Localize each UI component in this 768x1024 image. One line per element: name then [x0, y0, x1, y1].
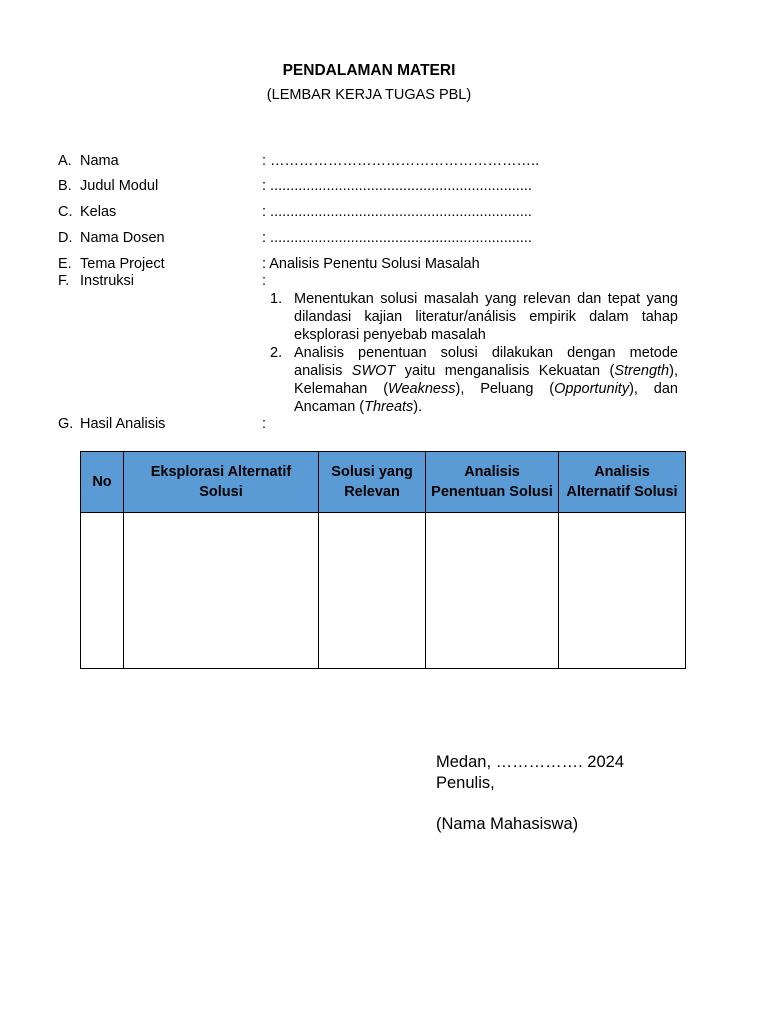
field-value: : ……………………………………………….. [262, 153, 540, 169]
signature-name: (Nama Mahasiswa) [436, 815, 579, 833]
instruction-number: 2. [270, 345, 283, 361]
field-label: Nama [80, 153, 119, 169]
table-row [81, 513, 686, 669]
document-title: PENDALAMAN MATERI [282, 62, 456, 79]
instruction-number: 1. [270, 291, 283, 307]
field-label: Tema Project [80, 256, 165, 272]
field-label: Instruksi [80, 273, 134, 289]
column-header-no: No [81, 452, 124, 513]
table-cell[interactable] [559, 513, 686, 669]
instruction-item [270, 290, 678, 344]
instruction-text: ), Peluang ( [455, 381, 555, 397]
field-value: : ................................................................. [262, 178, 532, 194]
field-nama [58, 153, 539, 169]
field-value: : Analisis Penentu Solusi Masalah [262, 256, 480, 272]
instruction-item [270, 344, 678, 416]
field-label: Judul Modul [80, 178, 159, 194]
signature-place-date: Medan, ……………. 2024 [436, 753, 624, 771]
instruction-text: Menentukan solusi masalah yang relevan dan tepat yang dilandasi kajian literatur/análisis empirik dalam tahap eksplorasi penyebab masalah [294, 291, 678, 343]
instruction-text: yaitu menganalisis Kekuatan ( [395, 363, 615, 379]
field-value: : [262, 416, 267, 432]
column-header-eksplorasi: Eksplorasi Alternatif Solusi [124, 452, 319, 513]
field-letter: D. [58, 230, 73, 246]
instruction-italic: Opportunity [554, 381, 630, 397]
column-header-analisis-penentuan: Analisis Penentuan Solusi [426, 452, 559, 513]
field-letter: B. [58, 178, 72, 194]
field-letter: C. [58, 204, 73, 220]
field-letter: F. [58, 273, 70, 289]
instruction-text: Analisis penentuan solusi dilakukan dengan metode analisis [294, 345, 678, 379]
instruction-italic: SWOT [351, 363, 396, 379]
column-header-solusi-relevan: Solusi yang Relevan [319, 452, 426, 513]
field-label: Nama Dosen [80, 230, 165, 246]
field-letter: G. [58, 416, 74, 432]
column-header-analisis-alternatif: Analisis Alternatif Solusi [559, 452, 686, 513]
table-cell[interactable] [124, 513, 319, 669]
field-letter: A. [58, 153, 72, 169]
field-kelas [58, 204, 532, 220]
field-value: : ................................................................. [262, 204, 532, 220]
table-cell[interactable] [81, 513, 124, 669]
instruction-text: ). [413, 399, 423, 415]
field-tema-project [58, 256, 480, 272]
instruction-italic: Strength [614, 363, 670, 379]
field-letter: E. [58, 256, 72, 272]
instruction-italic: Weakness [388, 381, 456, 397]
field-label: Kelas [80, 204, 117, 220]
field-nama-dosen [58, 230, 532, 246]
field-label: Hasil Analisis [80, 416, 166, 432]
table-cell[interactable] [426, 513, 559, 669]
instruction-list [270, 290, 678, 416]
table-header-row [81, 452, 686, 513]
table-cell[interactable] [319, 513, 426, 669]
field-judul-modul [58, 178, 532, 194]
analysis-table [80, 451, 686, 669]
document-subtitle: (LEMBAR KERJA TUGAS PBL) [266, 87, 472, 103]
field-hasil-analisis [58, 416, 266, 432]
instruction-text: ), dan Ancaman ( [294, 381, 678, 415]
field-value: : ................................................................. [262, 230, 532, 246]
instruction-italic: Threats [364, 399, 414, 415]
field-value: : [262, 273, 267, 289]
field-instruksi [58, 273, 266, 289]
instruction-text: ), Kelemahan ( [294, 363, 678, 397]
signature-role: Penulis, [436, 774, 495, 792]
